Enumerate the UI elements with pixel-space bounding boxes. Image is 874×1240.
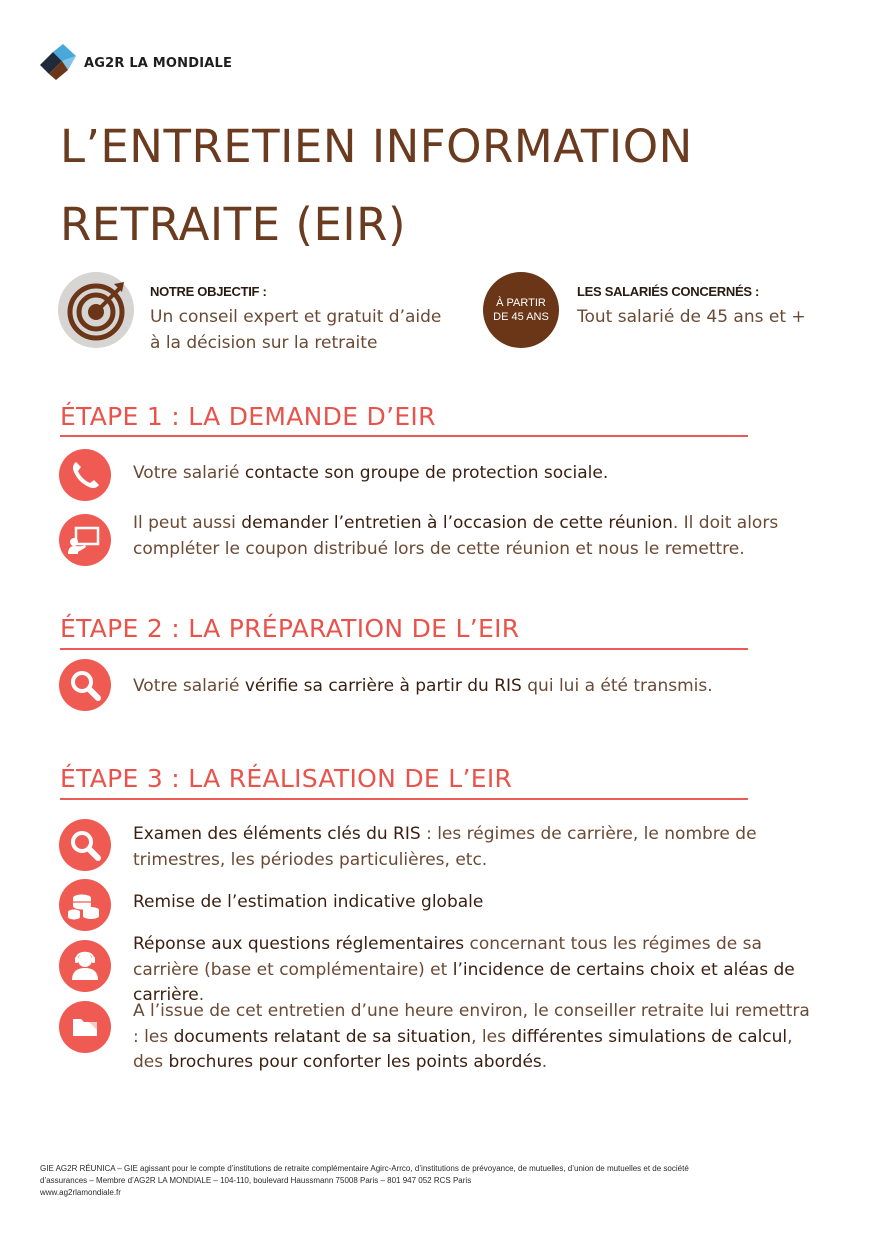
step-1-item-2-text-a: Il peut aussi (133, 513, 242, 533)
step-3-item-1-highlight: Examen des éléments clés du RIS (133, 824, 421, 844)
advisor-icon (59, 940, 111, 992)
step-1-item-1-text: Votre salarié (133, 463, 245, 483)
step-3-item-2-highlight: Remise de l’estimation indicative globale (133, 892, 484, 912)
footer-website-link[interactable]: www.ag2rlamondiale.fr (40, 1188, 121, 1197)
step-3-divider (60, 798, 748, 800)
step-3-item-4-text-d: . (541, 1052, 548, 1072)
step-1-item-1 (133, 461, 813, 487)
step-3-title: ÉTAPE 3 : LA RÉALISATION DE L’EIR (60, 764, 513, 793)
footer-line-1: GIE AG2R RÉUNICA – GIE agissant pour le compte d’institutions de retraite complémentaire Agirc-Arrco, d’institutions de prévoyance, de mutuelles, d’union de mutuelles et de société (40, 1164, 689, 1173)
step-1-item-2-highlight: demander l’entretien à l’occasion de cette réunion (241, 513, 673, 533)
presentation-icon (59, 514, 111, 566)
title-line-2: RETRAITE (EIR) (60, 198, 406, 251)
step-3-item-3-highlight-b: l’incidence de certains choix et aléas de carrière (133, 959, 795, 1005)
step-3-item-3-highlight-a: Réponse aux questions réglementaires (133, 934, 465, 954)
age-badge-line-2: DE 45 ANS (493, 311, 549, 323)
age-badge (483, 272, 559, 348)
magnifier-icon (59, 819, 111, 871)
step-2-title: ÉTAPE 2 : LA PRÉPARATION DE L’EIR (60, 614, 520, 643)
title-line-1: L’ENTRETIEN INFORMATION (60, 120, 693, 173)
step-3-item-4-highlight-a: documents relatant de sa situation (173, 1026, 472, 1047)
step-1-item-2-text-b: . Il doit alors compléter le coupon distribué lors de cette réunion et nous le remettre. (133, 513, 779, 559)
brand-logo (40, 44, 232, 82)
step-2-item-1 (133, 674, 813, 700)
step-2-item-1-text-a: Votre salarié (133, 676, 245, 696)
step-3-item-1-text: : les régimes de carrière, le nombre de trimestres, les périodes particulières, etc. (133, 824, 757, 870)
audience-label: LES SALARIÉS CONCERNÉS : (577, 284, 760, 299)
magnifier-icon (59, 659, 111, 711)
step-3-item-3 (133, 932, 813, 1009)
step-2-divider (60, 648, 748, 650)
footer-line-2: d’assurances – Membre d’AG2R LA MONDIALE – 104-110, boulevard Haussmann 75008 Paris – 801 947 052 RCS Paris (40, 1176, 472, 1185)
step-2-item-1-text-b: qui lui a été transmis. (521, 676, 713, 696)
step-3-item-4-text-b: , les (471, 1026, 512, 1047)
step-2-item-1-highlight: vérifie sa carrière à partir du RIS (244, 676, 522, 696)
step-3-item-1 (133, 822, 813, 873)
step-3-item-4-highlight-b: différentes simulations de calcul (511, 1026, 788, 1047)
step-3-item-3-text-a: concernant tous les régimes de sa carrière (base et complémentaire) et (133, 934, 762, 980)
age-badge-line-1: À PARTIR (496, 297, 546, 309)
step-1-divider (60, 435, 748, 437)
legal-footer (40, 1163, 830, 1199)
target-icon (58, 272, 134, 348)
step-3-item-4-text-a: A l’issue de cet entretien d’une heure environ, le conseiller retraite lui remettra : les (133, 1001, 810, 1047)
phone-icon (59, 449, 111, 501)
step-1-item-2 (133, 511, 813, 562)
page-title (60, 108, 820, 264)
logo-icon (40, 44, 78, 82)
objective-text-2: à la décision sur la retraite (150, 333, 378, 353)
step-3-item-2 (133, 890, 813, 916)
audience-text: Tout salarié de 45 ans et + (577, 307, 806, 327)
step-1-title: ÉTAPE 1 : LA DEMANDE D’EIR (60, 402, 436, 431)
step-3-item-4 (133, 999, 813, 1076)
coins-icon (59, 879, 111, 931)
step-3-item-4-highlight-c: brochures pour conforter les points abordés (168, 1052, 542, 1072)
step-1-item-1-highlight: contacte son groupe de protection sociale. (244, 463, 609, 483)
folder-icon (59, 1001, 111, 1053)
step-3-item-4-text-c: , des (133, 1026, 793, 1072)
objective-text-1: Un conseil expert et gratuit d’aide (150, 307, 442, 327)
objective-label: NOTRE OBJECTIF : (150, 284, 267, 299)
brand-name: AG2R LA MONDIALE (84, 55, 233, 71)
step-3-item-3-text-b: . (198, 985, 205, 1005)
